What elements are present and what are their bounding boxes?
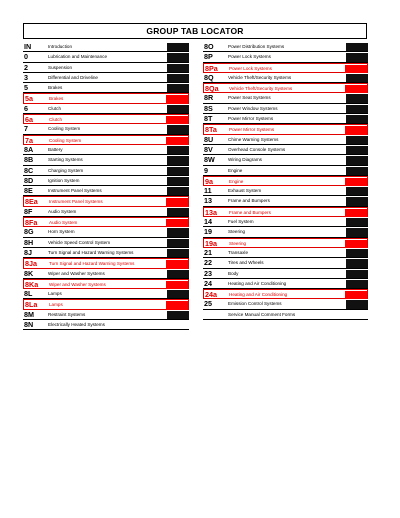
section-label: Starting Systems xyxy=(48,157,83,163)
section-code: 8Ka xyxy=(25,279,39,289)
left-tab-column xyxy=(23,42,189,330)
index-tab-marker[interactable] xyxy=(346,53,368,61)
tab-row[interactable] xyxy=(203,196,368,206)
tab-row[interactable] xyxy=(23,207,189,217)
index-tab-marker[interactable] xyxy=(346,187,368,195)
section-label: Turn Signal and Hazard Warning Systems xyxy=(49,261,135,267)
index-tab-marker[interactable] xyxy=(346,249,368,257)
index-tab-marker[interactable] xyxy=(167,74,189,82)
section-code: 8Ja xyxy=(25,259,37,269)
tab-row[interactable] xyxy=(23,196,189,206)
index-tab-marker[interactable] xyxy=(167,167,189,175)
tab-row[interactable] xyxy=(23,93,189,103)
section-label: Steering xyxy=(229,240,247,246)
tab-row[interactable] xyxy=(203,63,368,73)
index-tab-marker[interactable] xyxy=(166,301,188,309)
index-tab-marker[interactable] xyxy=(346,43,368,51)
section-code: 2 xyxy=(24,62,28,72)
tab-row[interactable] xyxy=(203,166,368,176)
section-label: Power Seat Systems xyxy=(228,95,271,101)
tab-row[interactable] xyxy=(203,258,368,268)
section-label: Cooling System xyxy=(49,137,82,143)
section-label: Instrument Panel Systems xyxy=(49,199,103,205)
section-label: Brakes xyxy=(49,96,64,102)
tab-row[interactable] xyxy=(203,289,368,299)
section-label: Vehicle Theft/Security Systems xyxy=(228,74,292,80)
section-code: 14 xyxy=(204,217,212,227)
section-label: Wiper and Washer Systems xyxy=(48,270,105,276)
section-code: 8U xyxy=(204,134,214,144)
index-tab-marker[interactable] xyxy=(167,53,189,61)
section-code: 19 xyxy=(204,227,212,237)
tab-row[interactable] xyxy=(203,73,368,83)
tab-row[interactable] xyxy=(203,238,368,248)
section-label: Body xyxy=(228,270,239,276)
section-code: 8M xyxy=(24,309,34,319)
index-tab-marker[interactable] xyxy=(346,74,368,82)
section-label: Wiper and Washer Systems xyxy=(49,281,106,287)
section-label: Lubrication and Maintenance xyxy=(48,54,107,60)
tab-row[interactable] xyxy=(203,176,368,186)
section-code: 8P xyxy=(204,52,213,62)
tab-row[interactable] xyxy=(203,93,368,103)
section-label: Power Mirror Systems xyxy=(228,116,274,122)
index-tab-marker[interactable] xyxy=(167,64,189,72)
section-code: 0 xyxy=(24,52,28,62)
section-code: 8Qa xyxy=(205,84,219,94)
page-title: GROUP TAB LOCATOR xyxy=(23,23,367,39)
section-label: Clutch xyxy=(49,117,63,123)
section-label: Power Lock Systems xyxy=(228,54,271,60)
section-label: Charging System xyxy=(48,167,84,173)
tab-row[interactable] xyxy=(203,310,368,320)
tab-row[interactable] xyxy=(23,186,189,196)
tab-row[interactable] xyxy=(203,104,368,114)
index-tab-marker[interactable] xyxy=(346,146,368,154)
section-code: 8F xyxy=(24,206,33,216)
section-code: 8Q xyxy=(204,72,214,82)
section-label: Battery xyxy=(48,146,63,152)
index-tab-marker[interactable] xyxy=(167,290,189,298)
tab-row[interactable] xyxy=(23,258,189,268)
section-code: 8K xyxy=(24,268,34,278)
section-label: Engine xyxy=(228,167,243,173)
tab-row[interactable] xyxy=(23,73,189,83)
section-code: 6a xyxy=(25,115,33,125)
section-label: Lamps xyxy=(49,302,63,308)
section-label: Engine xyxy=(229,178,244,184)
index-tab-marker[interactable] xyxy=(345,126,367,134)
index-tab-marker[interactable] xyxy=(167,187,189,195)
section-label: Ignition System xyxy=(48,177,80,183)
section-label: Overhead Console Systems xyxy=(228,146,286,152)
tab-row[interactable] xyxy=(203,114,368,124)
section-label: Vehicle Theft/Security Systems xyxy=(229,86,293,92)
section-code: 9a xyxy=(205,176,213,186)
tab-row[interactable] xyxy=(203,299,368,309)
section-code: 8Fa xyxy=(25,218,38,228)
section-code: 5a xyxy=(25,94,33,104)
section-label: Heating and Air Conditioning xyxy=(228,280,287,286)
section-label: Frame and Bumpers xyxy=(229,209,271,215)
index-tab-marker[interactable] xyxy=(345,209,367,217)
index-tab-marker[interactable] xyxy=(345,291,367,299)
tab-row[interactable] xyxy=(203,217,368,227)
index-tab-marker[interactable] xyxy=(167,43,189,51)
section-code: 13 xyxy=(204,196,212,206)
tab-row[interactable] xyxy=(203,269,368,279)
section-label: Brakes xyxy=(48,85,63,91)
tab-row[interactable] xyxy=(203,248,368,258)
section-label: Power Lock Systems xyxy=(229,65,272,71)
tab-row[interactable] xyxy=(23,176,189,186)
right-tab-column xyxy=(203,42,368,320)
tab-row[interactable] xyxy=(203,42,368,52)
section-code: 8E xyxy=(24,186,33,196)
index-tab-marker[interactable] xyxy=(345,178,367,186)
index-tab-marker[interactable] xyxy=(167,177,189,185)
section-code: 8S xyxy=(204,103,213,113)
section-code: 5 xyxy=(24,83,28,93)
tab-row[interactable] xyxy=(23,42,189,52)
index-tab-marker[interactable] xyxy=(346,105,368,113)
section-label: Suspension xyxy=(48,64,73,70)
index-tab-marker[interactable] xyxy=(346,270,368,278)
section-label: Frame and Bumpers xyxy=(228,198,270,204)
section-code: 8Ea xyxy=(25,197,38,207)
section-code: 8C xyxy=(24,165,34,175)
section-label: Vehicle Speed Control System xyxy=(48,239,111,245)
section-label: Wiring Diagrams xyxy=(228,157,262,163)
tab-row[interactable] xyxy=(203,145,368,155)
section-code: 8O xyxy=(204,42,214,51)
tab-row[interactable] xyxy=(23,299,189,309)
tab-row[interactable] xyxy=(203,135,368,145)
section-code: 8T xyxy=(204,114,213,124)
tab-row[interactable] xyxy=(203,186,368,196)
tab-row[interactable] xyxy=(23,217,189,227)
tab-row[interactable] xyxy=(23,248,189,258)
tab-row[interactable] xyxy=(203,124,368,134)
index-tab-marker[interactable] xyxy=(346,300,368,308)
section-code: 21 xyxy=(204,247,212,257)
index-tab-marker[interactable] xyxy=(166,281,188,289)
section-label: Clutch xyxy=(48,105,62,111)
index-tab-marker[interactable] xyxy=(167,146,189,154)
section-code: 8Pa xyxy=(205,63,218,73)
section-code: 9 xyxy=(204,165,208,175)
section-code: 3 xyxy=(24,72,28,82)
section-code: 8J xyxy=(24,247,32,257)
section-label: Heating and Air Conditioning xyxy=(229,292,288,298)
section-label: Transaxle xyxy=(228,249,248,255)
tab-row[interactable] xyxy=(23,83,189,93)
section-label: Audio System xyxy=(48,208,77,214)
section-code: 8W xyxy=(204,155,215,165)
index-tab-marker[interactable] xyxy=(346,280,368,288)
section-code: 7 xyxy=(24,124,28,134)
section-label: Horn System xyxy=(48,229,75,235)
index-tab-marker[interactable] xyxy=(167,270,189,278)
index-tab-marker[interactable] xyxy=(167,156,189,164)
index-tab-marker[interactable] xyxy=(167,249,189,257)
tab-row[interactable] xyxy=(203,227,368,237)
tab-row[interactable] xyxy=(203,155,368,165)
index-tab-marker[interactable] xyxy=(346,228,368,236)
index-tab-marker[interactable] xyxy=(345,85,367,93)
index-tab-marker[interactable] xyxy=(346,218,368,226)
section-code: 19a xyxy=(205,238,217,248)
index-tab-marker[interactable] xyxy=(345,240,367,248)
section-code: 8A xyxy=(24,144,34,154)
section-label: Lamps xyxy=(48,291,62,297)
index-tab-marker[interactable] xyxy=(166,260,188,268)
section-code: 6 xyxy=(24,103,28,113)
section-code: 8G xyxy=(24,227,34,237)
section-code: 8R xyxy=(204,93,214,103)
section-code: 8La xyxy=(25,300,38,310)
index-tab-marker[interactable] xyxy=(167,311,189,319)
section-code: 24a xyxy=(205,290,217,300)
section-label: Emission Control Systems xyxy=(228,301,282,307)
section-label: Fuel System xyxy=(228,219,254,225)
tab-row[interactable] xyxy=(23,320,189,330)
tab-row[interactable] xyxy=(203,207,368,217)
tab-row[interactable] xyxy=(23,124,189,134)
index-tab-marker[interactable] xyxy=(346,94,368,102)
section-code: 13a xyxy=(205,207,217,217)
section-label: Electrically Heated Systems xyxy=(48,322,105,328)
tab-row[interactable] xyxy=(23,135,189,145)
tab-row[interactable] xyxy=(23,227,189,237)
section-code: 25 xyxy=(204,299,212,309)
section-label: Introduction xyxy=(48,44,73,49)
section-label: Chime Warning Systems xyxy=(228,136,279,142)
section-label: Steering xyxy=(228,229,246,235)
index-tab-marker[interactable] xyxy=(166,198,188,206)
section-code: 24 xyxy=(204,278,212,288)
tab-row[interactable] xyxy=(23,114,189,124)
section-label: Audio System xyxy=(49,220,78,226)
index-tab-marker[interactable] xyxy=(167,84,189,92)
section-code: 7a xyxy=(25,135,33,145)
section-code: 23 xyxy=(204,268,212,278)
section-code: IN xyxy=(24,42,32,51)
section-label: Cooling System xyxy=(48,126,81,132)
section-code: 11 xyxy=(204,186,212,196)
index-tab-marker[interactable] xyxy=(166,219,188,227)
section-code: 8L xyxy=(24,289,33,299)
section-code: 8V xyxy=(204,144,213,154)
tab-row[interactable] xyxy=(23,279,189,289)
index-tab-marker[interactable] xyxy=(346,136,368,144)
section-code: 22 xyxy=(204,258,212,268)
tab-row[interactable] xyxy=(23,238,189,248)
section-code: 8D xyxy=(24,175,34,185)
index-tab-marker[interactable] xyxy=(166,116,188,124)
section-code: 8B xyxy=(24,155,34,165)
tab-row[interactable] xyxy=(23,155,189,165)
tab-row[interactable] xyxy=(23,63,189,73)
section-label: Power Distribution Systems xyxy=(228,44,285,49)
section-label: Differential and Driveline xyxy=(48,74,98,80)
index-tab-marker[interactable] xyxy=(166,95,188,103)
section-code: 8Ta xyxy=(205,125,217,135)
section-code: 8N xyxy=(24,320,34,330)
section-label: Power Mirror Systems xyxy=(229,127,275,133)
tab-row[interactable] xyxy=(23,310,189,320)
index-tab-marker[interactable] xyxy=(346,197,368,205)
index-tab-marker[interactable] xyxy=(346,115,368,123)
section-label: Turn Signal and Hazard Warning Systems xyxy=(48,249,134,255)
tab-row[interactable] xyxy=(23,269,189,279)
section-label: Instrument Panel Systems xyxy=(48,188,102,194)
index-tab-marker[interactable] xyxy=(345,65,367,73)
index-tab-marker[interactable] xyxy=(167,105,189,113)
tab-row[interactable] xyxy=(23,166,189,176)
section-label: Service Manual Comment Forms xyxy=(228,311,296,317)
index-tab-marker[interactable] xyxy=(346,259,368,267)
tab-row[interactable] xyxy=(203,279,368,289)
index-tab-marker[interactable] xyxy=(167,125,189,133)
section-label: Tires and Wheels xyxy=(228,260,264,266)
index-tab-marker[interactable] xyxy=(346,167,368,175)
tab-row[interactable] xyxy=(23,104,189,114)
section-label: Exhaust System xyxy=(228,188,262,194)
index-tab-marker[interactable] xyxy=(167,208,189,216)
index-tab-marker[interactable] xyxy=(167,228,189,236)
section-code: 8H xyxy=(24,237,34,247)
section-label: Restraint Systems xyxy=(48,311,86,317)
index-tab-marker[interactable] xyxy=(166,137,188,145)
tab-row[interactable] xyxy=(23,52,189,62)
tab-row[interactable] xyxy=(203,83,368,93)
index-tab-marker[interactable] xyxy=(346,156,368,164)
section-label: Power Window Systems xyxy=(228,105,278,111)
tab-row[interactable] xyxy=(203,52,368,62)
tab-row[interactable] xyxy=(23,289,189,299)
index-tab-marker[interactable] xyxy=(167,239,189,247)
tab-row[interactable] xyxy=(23,145,189,155)
